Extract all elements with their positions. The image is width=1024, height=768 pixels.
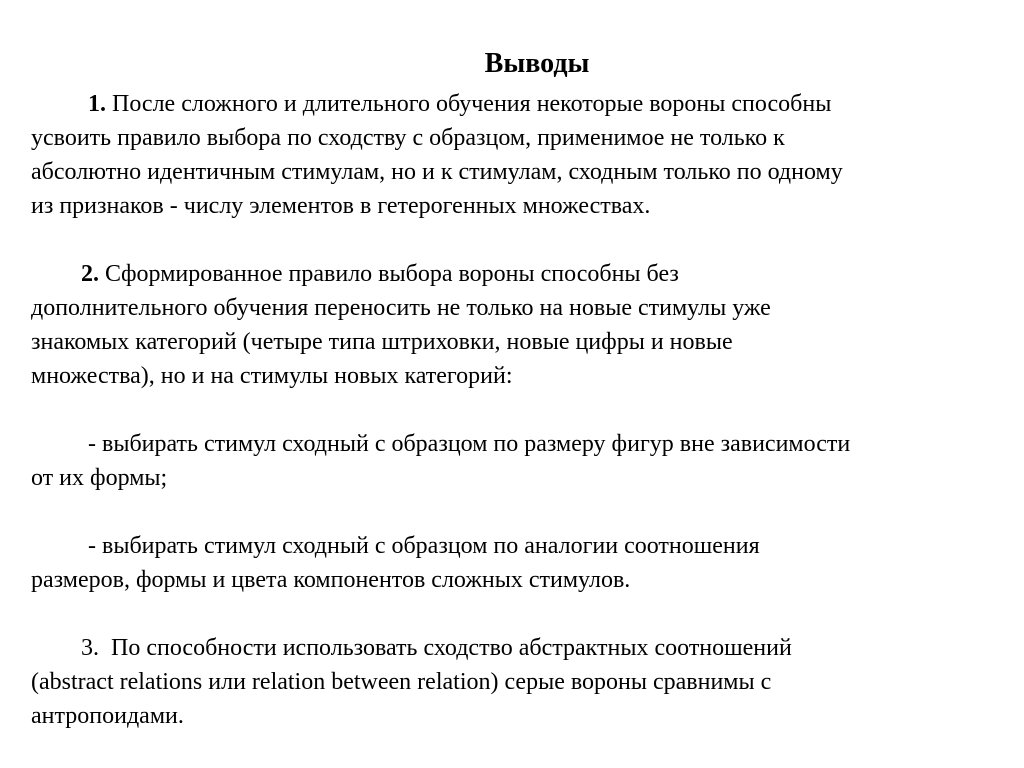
sub-item-analogy-line-2: размеров, формы и цвета компонентов сложных стимулов. xyxy=(31,567,631,593)
conclusion-2-text-1: Сформированное правило выбора вороны способны без xyxy=(105,261,679,287)
conclusion-2 xyxy=(31,257,1006,393)
conclusion-2-line-3: знакомых категорий (четыре типа штриховки, новые цифры и новые xyxy=(31,329,733,355)
conclusion-3-number: 3. xyxy=(81,635,99,661)
sub-item-analogy xyxy=(31,529,1006,597)
conclusion-1-line-2: усвоить правило выбора по сходству с образцом, применимое не только к xyxy=(31,125,785,151)
conclusion-1-line-3: абсолютно идентичным стимулам, но и к стимулам, сходным только по одному xyxy=(31,159,843,185)
conclusion-1 xyxy=(31,87,1006,223)
conclusion-1-line-1 xyxy=(31,87,1006,121)
conclusion-2-line-2: дополнительного обучения переносить не только на новые стимулы уже xyxy=(31,295,771,321)
conclusion-2-line-1 xyxy=(31,257,1006,291)
conclusion-3-line-2: (abstract relations или relation between relation) серые вороны сравнимы с xyxy=(31,669,772,695)
conclusion-3-line-1 xyxy=(31,631,1006,665)
slide-title: Выводы xyxy=(484,48,590,79)
conclusion-3-line-3: антропоидами. xyxy=(31,703,184,729)
conclusion-3 xyxy=(31,631,1006,733)
sub-item-size-line-2: от их формы; xyxy=(31,465,168,491)
conclusion-2-line-4: множества), но и на стимулы новых категорий: xyxy=(31,363,513,389)
sub-item-size xyxy=(31,427,1006,495)
conclusion-1-line-4: из признаков - числу элементов в гетерогенных множествах. xyxy=(31,193,651,219)
sub-item-analogy-line-1: - выбирать стимул сходный с образцом по аналогии соотношения xyxy=(88,533,760,559)
conclusion-3-text-1: По способности использовать сходство абстрактных соотношений xyxy=(111,635,792,661)
conclusion-2-number: 2. xyxy=(81,261,99,287)
conclusion-1-number: 1. xyxy=(88,91,106,117)
conclusion-1-text-1: После сложного и длительного обучения некоторые вороны способны xyxy=(112,91,832,117)
sub-item-size-line-1: - выбирать стимул сходный с образцом по размеру фигур вне зависимости xyxy=(88,431,851,457)
